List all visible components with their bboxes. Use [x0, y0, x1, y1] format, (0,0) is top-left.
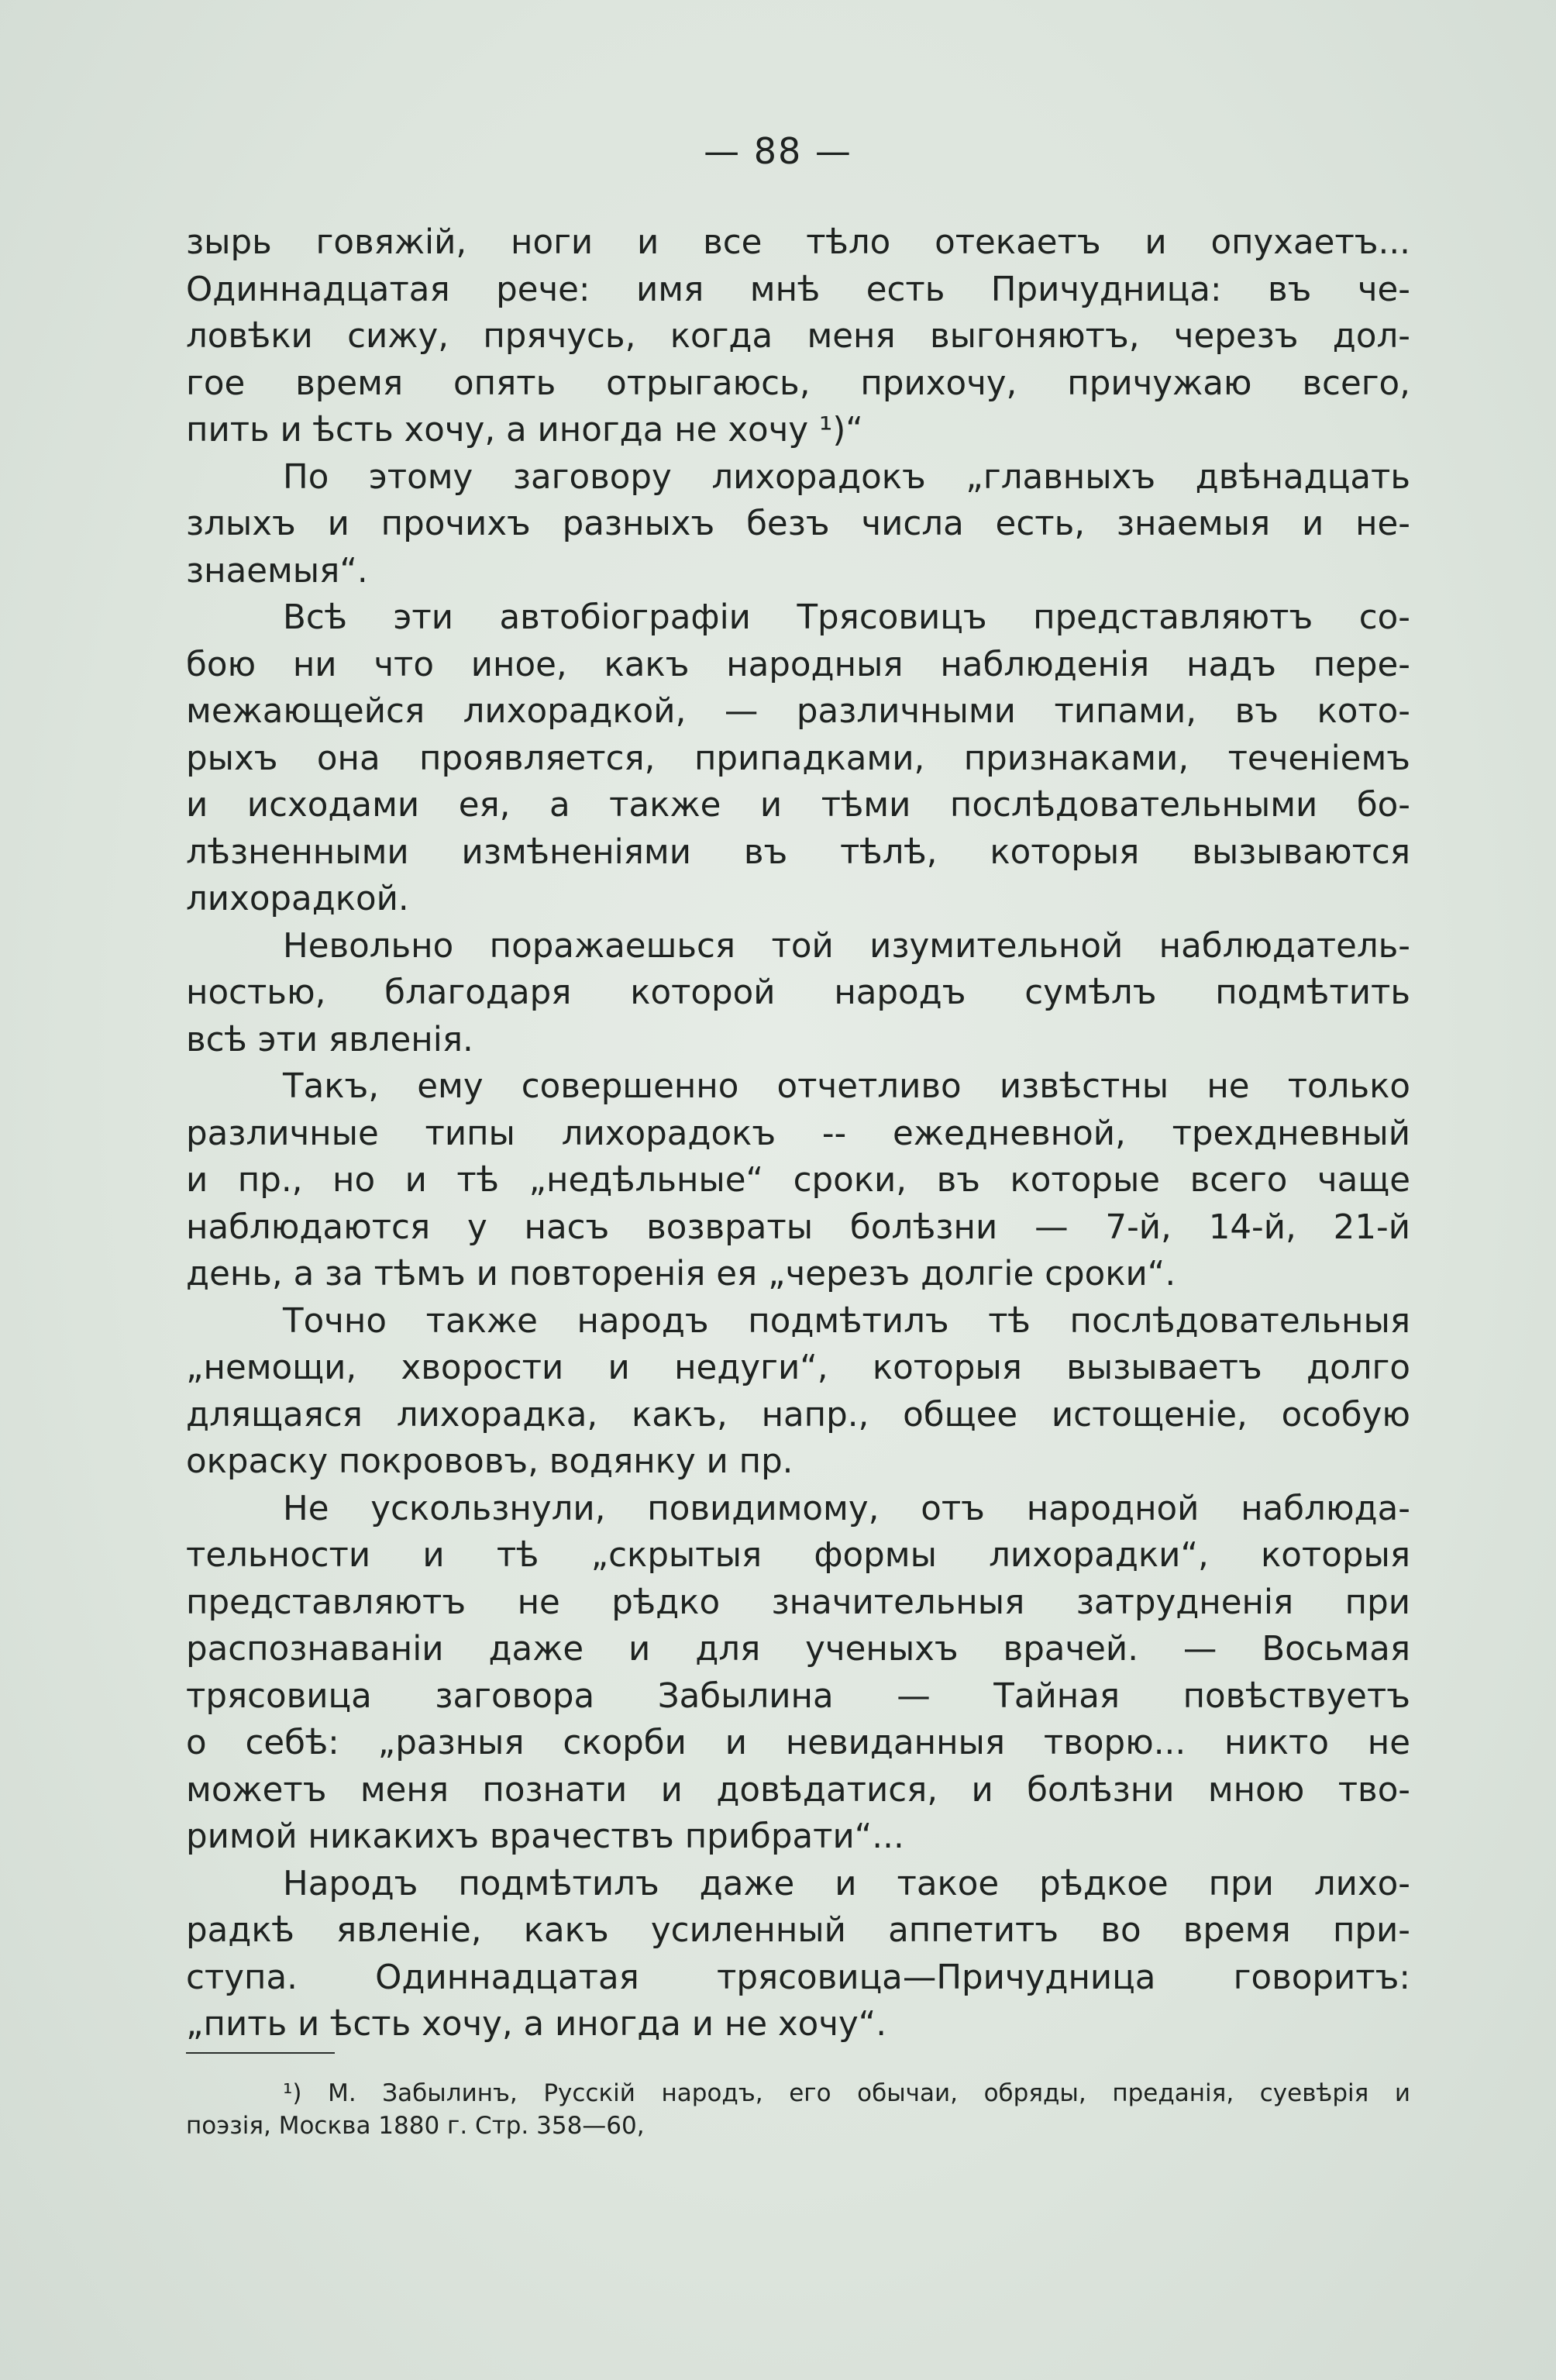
- text-line: зырь говяжій, ноги и все тѣло отекаетъ и опухаетъ...: [186, 223, 1410, 262]
- text-line: Не ускользнули, повидимому, отъ народной наблюда-: [283, 1489, 1410, 1528]
- footnote: [186, 2077, 1410, 2142]
- text-line: ностью, благодаря которой народъ сумѣлъ подмѣтить: [186, 973, 1410, 1012]
- text-line: Точно также народъ подмѣтилъ тѣ послѣдовательныя: [283, 1301, 1410, 1341]
- footnote-separator: [186, 2052, 335, 2054]
- text-line: всѣ эти явленія.: [186, 1020, 473, 1059]
- text-line: распознаваніи даже и для ученыхъ врачей. — Восьмая: [186, 1630, 1410, 1669]
- text-line: знаемыя“.: [186, 551, 368, 591]
- text-line: „немощи, хворости и недуги“, которыя вызываетъ долго: [186, 1348, 1410, 1387]
- text-line: римой никакихъ врачествъ прибрати“...: [186, 1817, 904, 1856]
- text-line: По этому заговору лихорадокъ „главныхъ двѣнадцать: [283, 457, 1410, 497]
- body-text: [186, 219, 1410, 2048]
- text-line: о себѣ: „разныя скорби и невиданныя творю... никто не: [186, 1724, 1410, 1762]
- text-line: и пр., но и тѣ „недѣльные“ сроки, въ которые всего чаще: [186, 1161, 1410, 1200]
- text-line: бою ни что иное, какъ народныя наблюденія надъ пере-: [186, 645, 1410, 684]
- text-line: „пить и ѣсть хочу, а иногда и не хочу“.: [186, 2005, 887, 2044]
- footnote-line: ¹) М. Забылинъ, Русскій народъ, его обычаи, обряды, преданія, суевѣрія и: [283, 2079, 1410, 2107]
- text-line: Одиннадцатая рече: имя мнѣ есть Причудница: въ че-: [186, 270, 1410, 309]
- text-line: ступа. Одиннадцатая трясовица—Причудница говоритъ:: [186, 1958, 1410, 1997]
- text-line: лихорадкой.: [186, 880, 409, 918]
- text-line: трясовица заговора Забылина — Тайная повѣствуетъ: [186, 1676, 1410, 1716]
- text-line: можетъ меня познати и довѣдатися, и болѣзни мною тво-: [186, 1770, 1410, 1810]
- text-line: и исходами ея, а также и тѣми послѣдовательными бо-: [186, 786, 1410, 825]
- text-line: рыхъ она проявляется, припадками, признаками, теченіемъ: [186, 739, 1410, 778]
- text-line: окраску покрововъ, водянку и пр.: [186, 1442, 793, 1481]
- page-number: — 88 —: [704, 130, 852, 172]
- text-line: Такъ, ему совершенно отчетливо извѣстны не только: [283, 1067, 1410, 1106]
- text-line: гое время опять отрыгаюсь, прихочу, причужаю всего,: [186, 363, 1410, 403]
- text-line: радкѣ явленіе, какъ усиленный аппетитъ во время при-: [186, 1911, 1410, 1950]
- text-line: различные типы лихорадокъ -- ежедневной, трехдневный: [186, 1114, 1410, 1153]
- text-line: Народъ подмѣтилъ даже и такое рѣдкое при лихо-: [283, 1864, 1410, 1903]
- text-line: Всѣ эти автобіографіи Трясовицъ представляютъ со-: [283, 598, 1410, 637]
- footnote-line: поэзія, Москва 1880 г. Стр. 358—60,: [186, 2112, 645, 2140]
- text-line: злыхъ и прочихъ разныхъ безъ числа есть, знаемыя и не-: [186, 505, 1410, 543]
- text-line: лѣзненными измѣненіями въ тѣлѣ, которыя вызываются: [186, 832, 1410, 872]
- text-line: ловѣки сижу, прячусь, когда меня выгоняютъ, черезъ дол-: [186, 317, 1410, 356]
- text-line: Невольно поражаешься той изумительной наблюдатель-: [283, 926, 1410, 966]
- text-line: наблюдаются у насъ возвраты болѣзни — 7-й, 14-й, 21-й: [186, 1207, 1410, 1247]
- text-line: длящаяся лихорадка, какъ, напр., общее истощеніе, особую: [186, 1395, 1410, 1435]
- text-line: тельности и тѣ „скрытыя формы лихорадки“, которыя: [186, 1536, 1410, 1575]
- text-line: представляютъ не рѣдко значительныя затрудненія при: [186, 1583, 1410, 1622]
- text-line: межающейся лихорадкой, — различными типами, въ кото-: [186, 692, 1410, 731]
- text-line: день, а за тѣмъ и повторенія ея „черезъ долгіе сроки“.: [186, 1255, 1176, 1293]
- text-line: пить и ѣсть хочу, а иногда не хочу ¹)“: [186, 411, 863, 449]
